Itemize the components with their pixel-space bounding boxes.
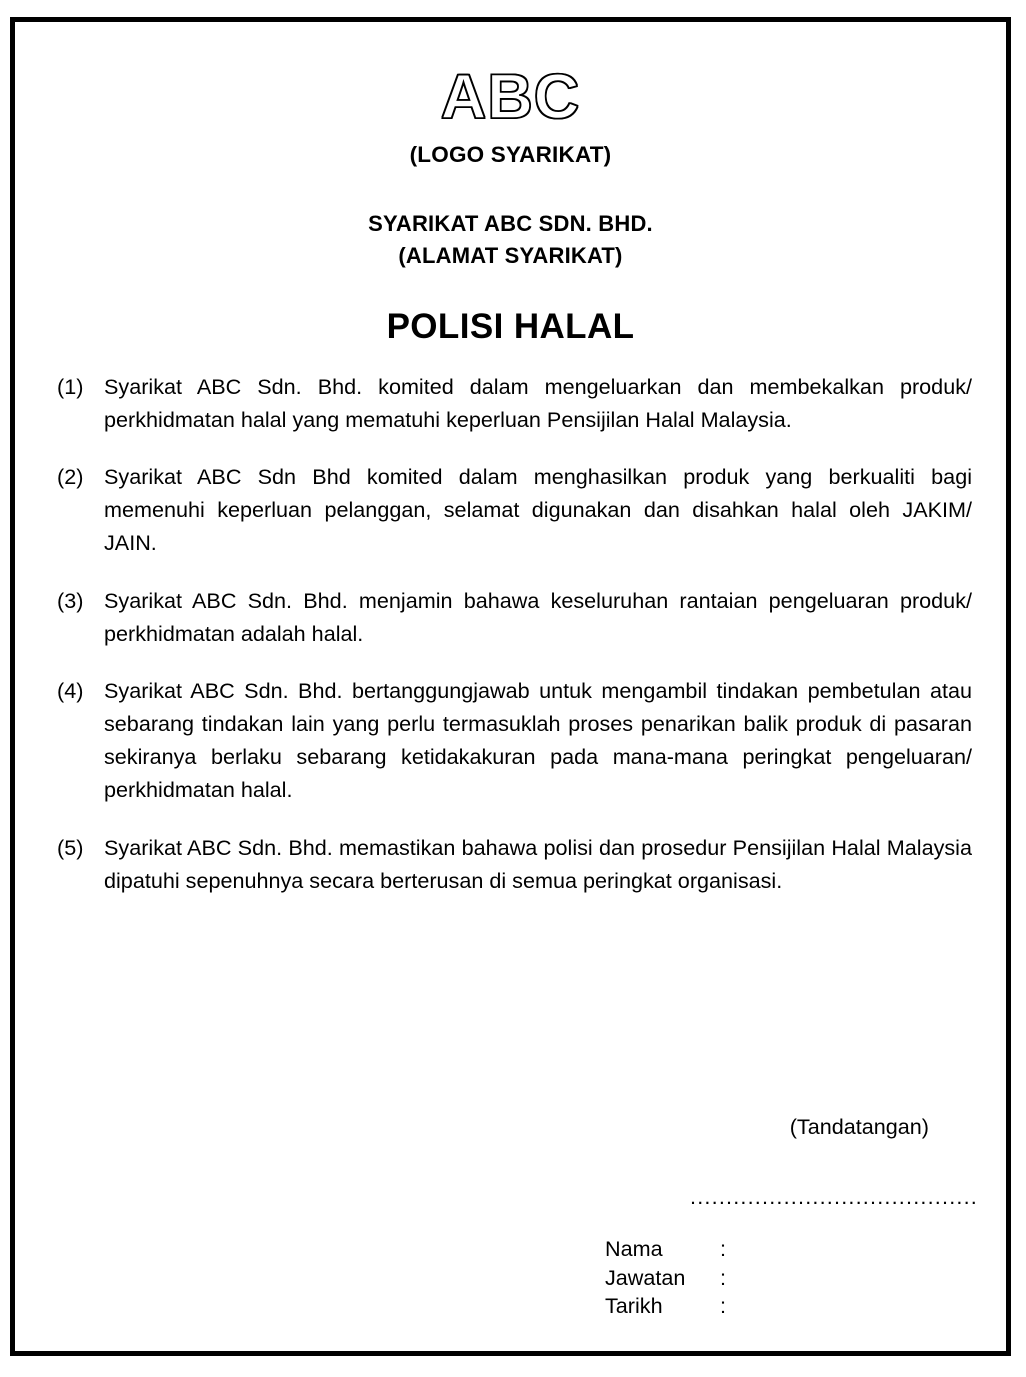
signature-field-value[interactable]: [742, 1292, 978, 1321]
company-heading-block: [43, 208, 978, 272]
signature-fields: [43, 1235, 978, 1321]
policy-marker: (1): [57, 373, 84, 399]
policy-text: Syarikat ABC Sdn. Bhd. bertanggungjawab untuk mengambil tindakan pembetulan atau sebarang tindakan lain yang perlu termasuklah proses penarikan balik produk di pasaran sekiranya berlaku sebarang ketidakakuran pada mana-mana peringkat pengeluaran/ perkhidmatan halal.: [104, 678, 972, 802]
signature-field-label: Nama: [605, 1235, 663, 1261]
policy-marker: (3): [57, 587, 84, 613]
policy-text: Syarikat ABC Sdn. Bhd. menjamin bahawa keseluruhan rantaian pengeluaran produk/ perkhidmatan adalah halal.: [104, 587, 972, 646]
policy-text: Syarikat ABC Sdn. Bhd. memastikan bahawa polisi dan prosedur Pensijilan Halal Malaysia dipatuhi sepenuhnya secara berterusan di semua peringkat organisasi.: [104, 834, 972, 893]
policy-text: Syarikat ABC Sdn. Bhd. komited dalam mengeluarkan dan membekalkan produk/ perkhidmatan halal yang mematuhi keperluan Pensijilan Halal Malaysia.: [104, 373, 972, 432]
policy-item: [57, 461, 972, 559]
policy-item: [57, 832, 972, 898]
signature-field-row: [605, 1264, 978, 1293]
signature-field-label: Jawatan: [605, 1264, 686, 1290]
page-title: POLISI HALAL: [386, 306, 635, 346]
document-border-frame: [10, 17, 1011, 1356]
signature-caption: (Tandatangan): [789, 1113, 929, 1139]
company-logo-block: [43, 22, 978, 168]
policy-item: [57, 371, 972, 437]
signature-field-label: Tarikh: [605, 1293, 663, 1319]
signature-block: [43, 1114, 978, 1321]
policy-marker: (4): [57, 678, 84, 704]
signature-field-separator: :: [720, 1235, 726, 1261]
logo-caption: (LOGO SYARIKAT): [409, 142, 612, 167]
signature-field-separator: :: [720, 1293, 726, 1319]
signature-field-separator: :: [720, 1264, 726, 1290]
policy-marker: (5): [57, 834, 84, 860]
company-logo-outline-text: ABC: [440, 62, 581, 132]
policy-item: [57, 585, 972, 651]
company-address: (ALAMAT SYARIKAT): [398, 242, 623, 268]
policy-marker: (2): [57, 464, 84, 490]
document-content: [15, 22, 1006, 1351]
policy-text: Syarikat ABC Sdn Bhd komited dalam menghasilkan produk yang berkualiti bagi memenuhi keperluan pelanggan, selamat digunakan dan disahkan halal oleh JAKIM/ JAIN.: [104, 464, 972, 556]
policy-item: [57, 675, 972, 806]
company-name: SYARIKAT ABC SDN. BHD.: [368, 211, 653, 236]
signature-line: ........................................: [690, 1183, 978, 1209]
policy-list: [43, 371, 978, 898]
signature-field-row: [605, 1235, 978, 1264]
signature-field-value[interactable]: [742, 1235, 978, 1264]
signature-field-row: [605, 1292, 978, 1321]
signature-field-value[interactable]: [742, 1264, 978, 1293]
